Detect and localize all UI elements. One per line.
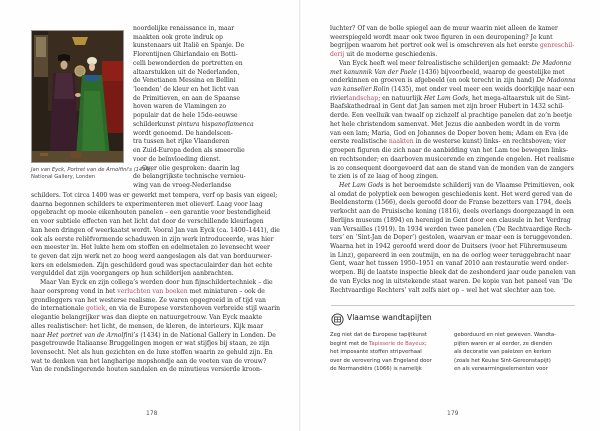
text-run: uit de moderne geschiedenis.	[344, 51, 438, 59]
text-line	[133, 34, 254, 43]
text-run: ; en natuurlijk	[378, 94, 424, 102]
text-run: de belangrijkste technische vernieu-	[133, 173, 246, 181]
text-run: alles realistischer: het licht, de mensen, de kleren, de interieurs. Kijk maar	[31, 322, 264, 330]
text-line	[31, 218, 280, 227]
text-line	[31, 244, 280, 253]
text-line	[31, 305, 280, 314]
text-run: naar	[31, 331, 48, 339]
text-run: wing van de vroeg-Nederlandse	[133, 181, 232, 189]
text-run: is zo consequent doorgevoerd dat aan de stand van de monden van de zangers	[330, 164, 574, 172]
text-line	[330, 42, 576, 51]
text-run: populair dat de hele 15de-eeuwse	[133, 112, 238, 120]
text-run: hoven waren de Vlamingen zo	[133, 103, 227, 111]
text-run: altaarstukken uit de Nederlanden,	[133, 68, 240, 76]
text-line	[330, 77, 576, 86]
text-run: kunstenaars uit Italië en Spanje. De	[133, 42, 245, 50]
text-line	[133, 173, 254, 182]
text-run: al omdat de polyptiek een bewogen geschiedenis kent. Het werd gered van de	[330, 190, 573, 198]
text-line	[31, 323, 280, 332]
text-run: is het beroemdste schilderij van de Vlaamse Primitieven, ook	[383, 181, 575, 189]
text-line	[133, 138, 254, 147]
text-run: van Versailles (1919). In 1934 werden twee panelen (‘De Rechtvaardige Rech-	[330, 225, 573, 233]
text-run: Van Eyck heeft wel meer felrealistische schilderijen gemaakt:	[339, 59, 532, 67]
section-column-2	[454, 331, 556, 374]
text-run: en rechtsonder; en daarboven musicerende en zingende engelen. Het realisme	[330, 155, 575, 163]
text-run: de Venetianen Messina en Bellini	[133, 77, 236, 85]
text-run: de Primitieven, en aan de Spaanse	[133, 94, 241, 102]
glossary-link[interactable]: Tapisserie de Bayeux	[369, 340, 425, 347]
text-run: (1436) bijvoorbeeld, waarop de geestelijke met	[416, 68, 565, 76]
text-line	[133, 103, 254, 112]
text-run: ‘leenden’ de kleur en het licht van	[133, 86, 239, 94]
text-line	[330, 69, 576, 78]
text-line	[330, 243, 576, 252]
text-line	[31, 270, 280, 279]
text-line	[330, 103, 576, 112]
text-run: , het mega-altaarstuk uit de Sint-	[468, 94, 571, 102]
page-number: 179	[447, 410, 459, 417]
text-run: Berlijns museum (1894) en herenigd in Gent door een clausule in het Verdrag	[330, 216, 571, 224]
text-line	[454, 331, 556, 340]
text-line	[330, 252, 576, 261]
text-run: ;	[424, 340, 427, 347]
text-run: Van de rondslingerende houten sandalen en de minutieus versierde kroon-	[31, 366, 263, 374]
text-line	[330, 86, 576, 95]
text-run: wat te denken van het langharige mopshondje aan de voeten van de vrouw?	[31, 357, 267, 365]
text-run: voor de beïnvloeding dienst.	[133, 155, 221, 163]
italic-title: Het Lam Gods	[423, 94, 469, 102]
glossary-link[interactable]: landschap	[346, 94, 379, 102]
text-line	[133, 51, 254, 60]
text-run: verkocht aan de Pruisische koning (1816), deels overlangs doorgezaagd in een	[330, 208, 574, 216]
text-run: levensecht. Net als hun gezichten en de luxe stoffen waarin ze gehuld zijn. En	[31, 348, 273, 356]
text-run: in Linz), gepareerd in een zoutmijn, en na de oorlog weer teruggebracht naar	[330, 251, 571, 259]
text-line	[330, 348, 432, 357]
text-run: als decoratie van paleizen en kerken	[454, 349, 552, 356]
text-line	[330, 182, 576, 191]
text-run: de van Eycks nog in uitstekende staat waren. De kopie van het paneel van ‘De	[330, 277, 573, 285]
text-run: het imposante stoffen stripverhaal	[330, 349, 422, 356]
text-run: haar oorsprong vond in het	[31, 287, 118, 295]
text-run: kan heen dringen of weerkaatst wordt. Vooral Jan van Eyck (ca. 1400–1441), die	[31, 226, 280, 234]
text-line	[133, 25, 254, 34]
text-line	[133, 60, 254, 69]
text-run: rivier	[330, 94, 347, 102]
text-line	[133, 121, 254, 130]
image-caption	[31, 167, 153, 181]
italic-title: van kanselier Rolin	[330, 86, 390, 94]
italic-title: pintura hispanoflamenca	[176, 120, 254, 128]
text-line	[31, 253, 280, 262]
text-line	[31, 349, 280, 358]
glossary-link[interactable]: derij	[330, 51, 345, 59]
text-run: groepen figuren die zich naar de aanbidding van het Lam toe bewegen links-	[330, 147, 568, 155]
text-line	[133, 69, 254, 78]
text-run: vergulddel dat zijn voorgangers op hun schilderijen aanbrachten.	[31, 270, 234, 278]
text-run: de internationale	[31, 305, 86, 313]
text-run: pijten waren er al eerder, ze dienden	[454, 340, 553, 347]
text-line	[133, 86, 254, 95]
text-line	[330, 357, 432, 366]
text-run: van een lam; Maria, God en Johannes de Doper boven hem; Adam en Eva (de	[330, 129, 569, 137]
text-run: en voor subtiele effecten van het licht dat door de verschillende kleurlagen	[31, 218, 264, 226]
text-run: ook als eerste reliëfvormende schaduwen in zijn werk introduceerde, was hier	[31, 235, 274, 243]
left-narrow-column	[133, 25, 254, 191]
text-line	[133, 182, 254, 191]
italic-title: met kanunnik Van der Paele	[330, 68, 417, 76]
text-run: Maar Van Eyck en zijn collega’s werden door hun fijnschildertechniek – die	[40, 279, 273, 287]
text-line	[31, 262, 280, 271]
tapestry-icon	[331, 311, 344, 324]
text-line	[330, 269, 576, 278]
text-run: , en via de Europese vorstenhoven verbreide stijl waarin	[105, 305, 281, 313]
text-line	[330, 130, 576, 139]
text-line	[133, 112, 254, 121]
text-line	[31, 201, 280, 210]
text-run: Waarna het in 1942 geroofd werd door de Duitsers (voor het Führermuseum	[330, 242, 568, 250]
text-line	[133, 42, 254, 51]
text-line	[133, 156, 254, 165]
text-line	[133, 165, 254, 174]
text-run: (1435), met onder veel meer een weids doorkijkje naar een	[389, 86, 575, 94]
text-line	[330, 217, 576, 226]
text-run: de Normandiërs (1066) is namelijk	[330, 366, 422, 373]
text-line	[330, 34, 576, 43]
text-run: Florentijnen Ghirlandaio en Botti-	[133, 51, 238, 59]
italic-title: Het Lam Gods	[339, 181, 384, 189]
left-page	[0, 0, 299, 431]
text-line	[133, 95, 254, 104]
text-run: te geven dat zijn werk net zo hoog werd aangeslagen als dat van borduurwer-	[31, 253, 273, 261]
text-run: het hele christendom samenvat. Met Jezus die aanbeden wordt in de vorm	[330, 120, 561, 128]
text-line	[330, 156, 576, 165]
text-line	[31, 209, 280, 218]
section-header	[331, 310, 432, 324]
text-run: Beeldenstorm (1566), deels geroofd door de Franse bezetters van 1794, deels	[330, 199, 572, 207]
text-run: luchter? Of van de bolle spiegel aan de muur waarin niet alleen de kamer	[330, 25, 558, 32]
text-line	[31, 227, 280, 236]
text-line	[330, 365, 432, 374]
caption-line: National Gallery, Londen	[31, 174, 96, 181]
text-line	[31, 358, 280, 367]
text-run: begint met de	[330, 340, 370, 347]
text-run: kers en edelsmeden. Zijn geschilderd goud was spectaculairder dan het echte	[31, 261, 273, 269]
text-line	[31, 236, 280, 245]
text-run: tra tussen het rijke Vlaanderen	[133, 138, 230, 146]
text-run: ters’ en ‘Sint-Jan de Doper’) gestolen, waarvan er maar een is teruggevonden.	[330, 234, 573, 242]
text-run: Gent, waar het tussen 1950–1951 en vanaf 2010 aan restauratie werd onder-	[330, 260, 569, 268]
text-line	[330, 260, 576, 269]
text-line	[31, 332, 280, 341]
text-line	[330, 138, 576, 147]
text-line	[330, 208, 576, 217]
arnolfini-portrait-image	[31, 30, 124, 163]
text-run: (1434) in de National Gallery in Londen. De	[138, 331, 276, 339]
text-run: derde. Een veelluik van twaalf op zichzelf al prachtige panelen dat zo’n beetje	[330, 112, 573, 120]
text-line	[330, 60, 576, 69]
text-line	[31, 366, 280, 375]
text-line	[31, 297, 280, 306]
text-line	[330, 191, 576, 200]
text-line	[31, 314, 280, 323]
left-full-column	[31, 192, 280, 375]
text-run: schilderkunst	[133, 120, 177, 128]
text-line	[330, 340, 432, 349]
italic-title: Het portret van de Arnolfini’s	[47, 331, 139, 339]
text-run: weerspiegeld wordt maar ook twee figuren in een deuropening? Je kunt	[330, 33, 553, 41]
text-run: schilders. Tot circa 1400 was er gewerkt met tempera, verf op basis van eigeel;	[31, 192, 278, 199]
text-line	[330, 51, 576, 60]
text-run: eerste realistische	[330, 138, 389, 146]
text-run: Baafskathedraal in Gent dat Jan samen met zijn broer Hubert in 1432 schil-	[330, 103, 565, 111]
section-column-1	[330, 331, 432, 374]
text-line	[31, 279, 280, 288]
text-run: en Zuid-Europa deden als smeerolie	[133, 147, 245, 155]
text-line	[330, 199, 576, 208]
text-run: grondleggers van het westerse realisme. Ze waren opgegroeid in of tijd van	[31, 296, 266, 304]
text-run: wordt genoemd. De handelscen-	[133, 129, 233, 137]
text-run: maakten ook grote indruk op	[133, 33, 223, 41]
text-line	[31, 192, 280, 201]
text-run: te zien is of ze laag of hoog zingen.	[330, 173, 439, 181]
text-line	[454, 365, 556, 374]
text-line	[330, 112, 576, 121]
text-line	[330, 331, 432, 340]
text-line	[454, 340, 556, 349]
text-line	[133, 130, 254, 139]
text-run: begrijpen waarom het portret ook wel is omschreven als het eerste	[330, 42, 540, 50]
text-run: Over olie gesproken: daarin lag	[142, 164, 240, 172]
glossary-link[interactable]: naakten	[388, 138, 414, 146]
glossary-link[interactable]: verluchten van boeken	[117, 287, 188, 295]
right-full-column	[330, 25, 576, 295]
page-number: 178	[146, 410, 158, 417]
text-line	[31, 340, 280, 349]
text-line	[31, 288, 280, 297]
text-run: een meester in. Het lukte hem om stoffen en edelmetalen zo levensecht weer	[31, 244, 270, 252]
text-line	[330, 25, 576, 34]
text-run: in de westerse kunst) links- en rechtsboven; vier	[413, 138, 566, 146]
text-run: Rechtvaardige Rechters’ valt zelfs niet op – wel het wat slechter aan toe.	[330, 286, 556, 294]
text-run: met miniaturen – ook de	[187, 287, 265, 295]
text-line	[330, 173, 576, 182]
text-run: worpen. Bij de laatste inspectie bleek dat de zeshonderd jaar oude panelen van	[330, 269, 576, 277]
text-line	[133, 77, 254, 86]
glossary-link[interactable]: genreschil-	[539, 42, 575, 50]
text-line	[330, 287, 576, 296]
text-line	[330, 147, 576, 156]
italic-title: De Madonna	[531, 59, 572, 67]
text-run: onderkinnen en groeven is afgebeeld (en ook terecht in zijn hand)	[330, 77, 537, 85]
text-line	[330, 95, 576, 104]
text-run: geborduurd en niet geweven. Wandta-	[454, 332, 557, 338]
text-run: noordelijke renaissance in, maar	[133, 25, 235, 32]
section-divider	[331, 305, 575, 306]
text-line	[330, 121, 576, 130]
text-run: (zoals het Keulse Sint-Gereonstapijt)	[454, 357, 551, 364]
text-line	[454, 357, 556, 366]
text-run: daarna begonnen schilders te experimenteren met olieverf. Laag voor laag	[31, 200, 263, 208]
text-run: over de verovering van Engeland door	[330, 357, 432, 364]
text-run: en als verwarmingselementen voor	[454, 366, 548, 373]
text-run: elegantie belangrijker was dan diepte en natuurgetrouw. Van Eyck maakte	[31, 314, 263, 322]
text-line	[133, 147, 254, 156]
text-run: Zeg niet dat de Europese tapijtkunst	[330, 332, 427, 338]
text-line	[330, 234, 576, 243]
text-line	[330, 226, 576, 235]
text-run: celli bewonderden de portretten en	[133, 59, 243, 67]
italic-title: De Madonna	[536, 77, 576, 85]
section-title: Vlaamse wandtapijten	[347, 312, 432, 322]
text-line	[330, 165, 576, 174]
glossary-link[interactable]: gotiek	[85, 305, 106, 313]
right-page	[301, 0, 600, 431]
text-run: pasgetrouwde Italiaanse Bruggelingen mogen er wat stijfjes bij staan, ze zijn	[31, 340, 270, 348]
caption-line: Jan van Eyck, Portret van de Arnolfini's (1434),	[31, 167, 153, 173]
text-run: opgebracht op mooie eikenhouten panelen – een garantie voor bestendigheid	[31, 209, 271, 217]
text-line	[454, 348, 556, 357]
text-line	[330, 278, 576, 287]
